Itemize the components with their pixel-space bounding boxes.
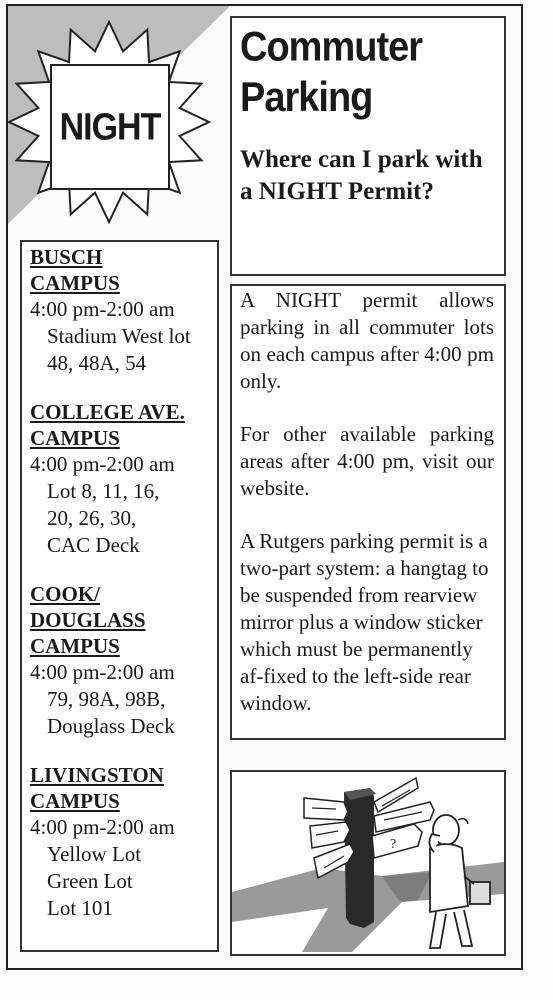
campus-list xyxy=(20,240,219,952)
campus-name: BUSCH CAMPUS xyxy=(30,245,120,295)
campus-cook-douglass xyxy=(30,581,217,740)
night-badge-label: NIGHT xyxy=(59,105,161,148)
info-paragraph-website: For other available parking areas after 4:00 pm, visit our website. xyxy=(240,422,494,500)
campus-college-ave xyxy=(30,399,217,559)
info-panel xyxy=(230,284,506,740)
campus-lots: Lot 8, 11, 16, 20, 26, 30, CAC Deck xyxy=(47,479,160,557)
campus-hours: 4:00 pm-2:00 am xyxy=(30,660,175,684)
campus-lots: Stadium West lot 48, 48A, 54 xyxy=(47,324,191,375)
campus-hours: 4:00 pm-2:00 am xyxy=(30,815,175,839)
campus-lots: Yellow Lot Green Lot Lot 101 xyxy=(47,842,142,920)
campus-lots: 79, 98A, 98B, Douglass Deck xyxy=(47,687,175,738)
campus-busch xyxy=(30,244,217,377)
illustration-panel xyxy=(230,770,506,956)
title-panel xyxy=(230,16,506,276)
campus-name: COOK/ DOUGLASS CAMPUS xyxy=(30,582,146,658)
confused-man-signpost-icon xyxy=(232,772,504,954)
sign-question-mark: ? xyxy=(390,837,397,852)
info-paragraph-permit: A NIGHT permit allows parking in all commuter lots on each campus after 4:00 pm only. xyxy=(240,288,494,393)
question-heading: Where can I park with a NIGHT Permit? xyxy=(240,146,483,205)
night-badge xyxy=(50,64,170,190)
campus-livingston xyxy=(30,762,217,922)
campus-hours: 4:00 pm-2:00 am xyxy=(30,297,175,321)
campus-name: LIVINGSTON CAMPUS xyxy=(30,763,164,813)
campus-hours: 4:00 pm-2:00 am xyxy=(30,452,175,476)
campus-name: COLLEGE AVE. CAMPUS xyxy=(30,400,185,450)
info-paragraph-permit-system: A Rutgers parking permit is a two-part system: a hangtag to be suspended from rearview mirror plus a window sticker which must be permanently af-fixed to the left-side rear window. xyxy=(240,529,489,715)
page-title: Commuter Parking xyxy=(240,24,423,121)
